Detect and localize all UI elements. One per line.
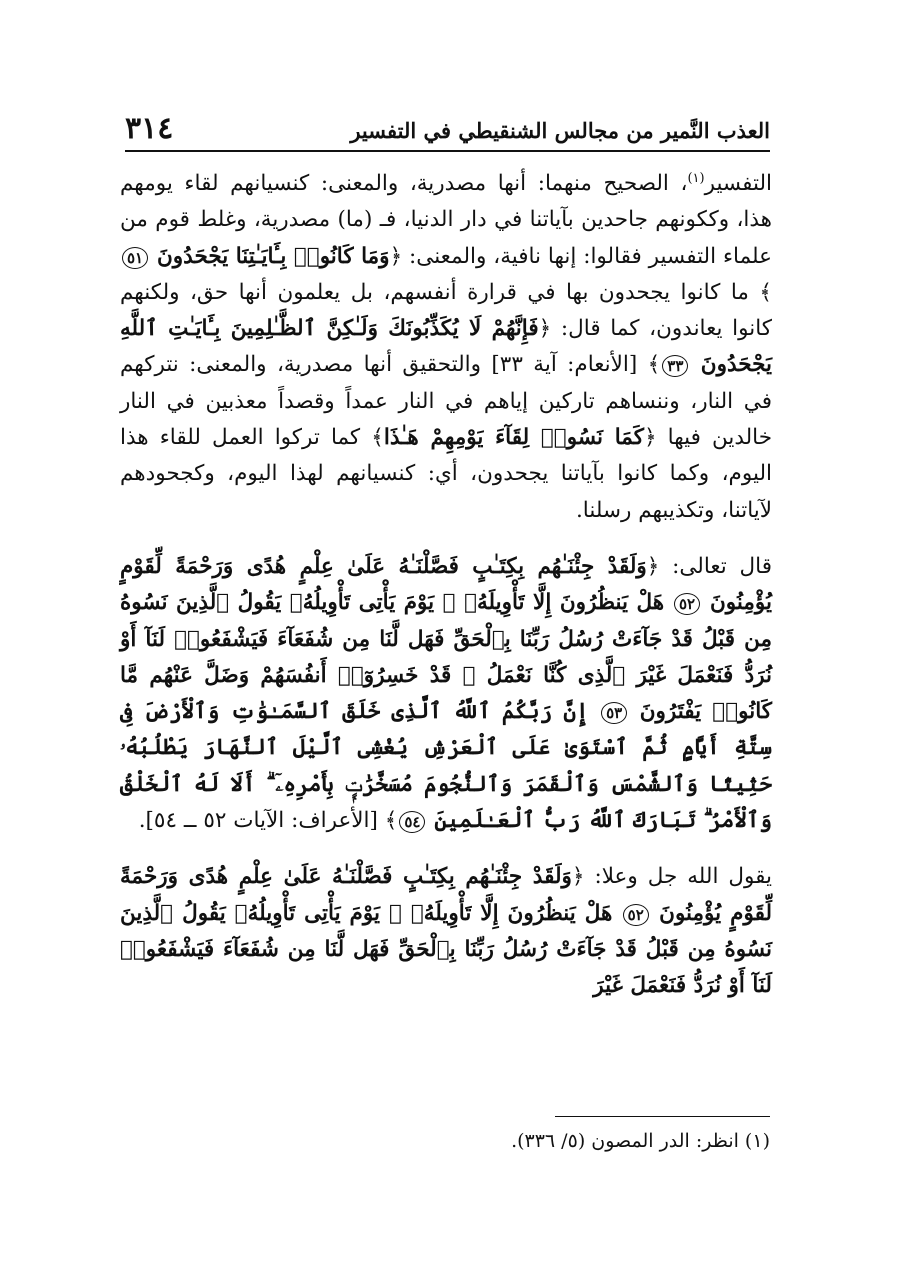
quran-verse: وَلَقَدْ جِئْنَـٰهُم بِكِتَـٰبٍ فَصَّلْنَـٰهُ عَلَىٰ عِلْمٍ هُدًى وَرَحْمَةً لِّقَوْمٍ يُؤْمِنُونَ [120, 864, 772, 926]
text-run: ، الصحيح منهما: أنها مصدرية، والمعنى: كنسيانهم لقاء يومهم هذا، وككونهم جاحدين بآياتنا في دار الدنيا، فـ (ما) مصدرية، وغلط قوم من علماء التفسير فقالوا: إنها نافية، والمعنى: ﴿ [120, 171, 772, 269]
quran-verse: فَإِنَّهُمْ لَا يُكَذِّبُونَكَ وَلَـٰكِنَّ ٱلظَّـٰلِمِينَ بِـَٔايَـٰتِ ٱللَّهِ يَجْحَدُونَ [120, 316, 772, 378]
paragraph-1 [120, 166, 772, 529]
text-run: ﴾ [الأنعام: آية ٣٣] والتحقيق أنها مصدرية، والمعنى: نتركهم في النار، وننساهم تاركين إياهم في النار عمداً وقصداً معذبين في النار خالدين فيها ﴿ [120, 352, 772, 451]
text-run: قال تعالى: ﴿ [646, 553, 772, 579]
quran-verse: هَلْ يَنظُرُونَ إِلَّا تَأْوِيلَهُۥ ۚ يَوْمَ يَأْتِى تَأْوِيلُهُۥ يَقُولُ ٱلَّذِينَ نَسُوهُ مِن قَبْلُ قَدْ جَآءَتْ رُسُلُ رَبِّنَا بِٱلْحَقِّ فَهَل لَّنَا مِن شُفَعَآءَ فَيَشْفَعُوا۟ لَنَآ أَوْ نُرَدُّ فَنَعْمَلَ غَيْرَ [120, 900, 772, 999]
quran-verse: وَمَا كَانُوا۟ بِـَٔايَـٰتِنَا يَجْحَدُونَ [157, 243, 390, 269]
quran-verse: هَلْ يَنظُرُونَ إِلَّا تَأْوِيلَهُۥ ۚ يَوْمَ يَأْتِى تَأْوِيلُهُۥ يَقُولُ ٱلَّذِينَ نَسُوهُ مِن قَبْلُ قَدْ جَآءَتْ رُسُلُ رَبِّنَا بِٱلْحَقِّ فَهَل لَّنَا مِن شُفَعَآءَ فَيَشْفَعُوا۟ لَنَآ أَوْ نُرَدُّ فَنَعْمَلَ غَيْرَ ٱلَّذِى كُنَّا نَعْمَلُ ۚ قَدْ خَسِرُوٓا۟ أَنفُسَهُمْ وَضَلَّ عَنْهُم مَّا كَانُوا۟ يَفْتَرُونَ [120, 590, 772, 725]
quran-verse: كَمَا نَسُوا۟ لِقَآءَ يَوْمِهِمْ هَـٰذَا [383, 425, 644, 451]
ayah-number-marker: ٥١ [122, 247, 148, 269]
text-run: ﴾ [الأعراف: الآيات ٥٢ ــ ٥٤]. [138, 808, 398, 834]
header-rule [125, 150, 770, 152]
text-run: يقول الله جل وعلا: ﴿ [571, 864, 772, 890]
footnote-reference: (١) [687, 170, 705, 186]
page-header [125, 112, 770, 148]
ayah-number-marker: ٥٢ [623, 904, 649, 926]
quran-verse: إِنَّ رَبَّكُمُ ٱللَّهُ ٱلَّذِى خَلَقَ ٱلسَّمَـٰوَٰتِ وَٱلْأَرْضَ فِى سِتَّةِ أَيَّامٍ ثُمَّ ٱسْتَوَىٰ عَلَى ٱلْعَرْشِ يُغْشِى ٱلَّيْلَ ٱلنَّهَارَ يَطْلُبُهُۥ حَثِيثًا وَٱلشَّمْسَ وَٱلْقَمَرَ وَٱلنُّجُومَ مُسَخَّرَٰتٍۭ بِأَمْرِهِۦٓ ۗ أَلَا لَهُ ٱلْخَلْقُ وَٱلْأَمْرُ ۗ تَبَارَكَ ٱللَّهُ رَبُّ ٱلْعَـٰلَمِينَ [120, 699, 772, 834]
footnote-rule [555, 1116, 770, 1117]
footnote: (١) انظر: الدر المصون (٥/ ٣٣٦). [511, 1130, 770, 1152]
paragraph-3 [120, 859, 772, 1004]
text-run: ﴾ كما تركوا العمل للقاء هذا اليوم، وكما كانوا بآياتنا يجحدون، أي: كنسيانهم لهذا اليوم، وكجحودهم لآياتنا، وتكذيبهم رسلنا. [120, 425, 772, 523]
body-text [120, 166, 772, 1005]
ayah-number-marker: ٥٣ [601, 702, 627, 724]
page-number: ٣١٤ [125, 111, 174, 146]
ayah-number-marker: ٣٣ [662, 355, 688, 377]
text-run: التفسير [704, 171, 772, 196]
quran-verse: وَلَقَدْ جِئْنَـٰهُم بِكِتَـٰبٍ فَصَّلْنَـٰهُ عَلَىٰ عِلْمٍ هُدًى وَرَحْمَةً لِّقَوْمٍ يُؤْمِنُونَ [120, 553, 772, 616]
running-title: العذب النَّمير من مجالس الشنقيطي في التفسير [350, 118, 770, 143]
text-run: ﴾ ما كانوا يجحدون بها في قرارة أنفسهم، بل يعلمون أنها حق، ولكنهم كانوا يعاندون، كما قال: ﴿ [120, 279, 772, 342]
ayah-number-marker: ٥٤ [399, 811, 425, 833]
paragraph-2 [120, 549, 772, 839]
ayah-number-marker: ٥٢ [674, 593, 700, 615]
